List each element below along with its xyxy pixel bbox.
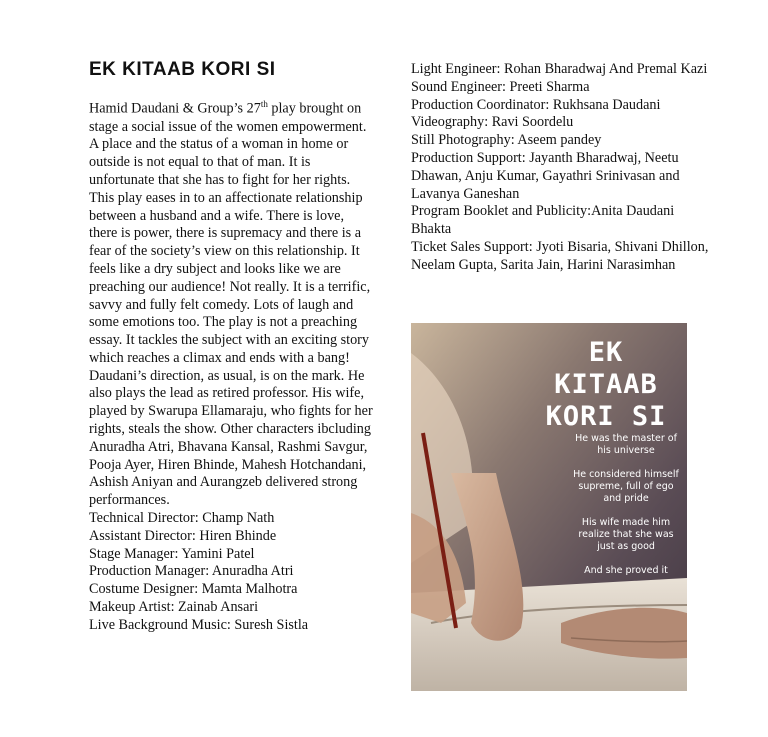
credit-line: Production Support: Jayanth Bharadwaj, Neetu Dhawan, Anju Kumar, Gayathri Srinivasan and Lavanya Ganeshan bbox=[411, 149, 680, 202]
relationship-paragraph: This play eases in to an affectionate relationship between a husband and a wife. There is love, there is power, there is supremacy and there is a fear of the society’s view on this relationship. It feels like a dry subject and looks like we are preaching our audience! Not really. It is a terrific, savvy and fully felt comedy. Lots of laugh and some emotions too. The play is not a preaching essay. It tackles the subject with an exciting story which reaches a climax and ends with a bang! bbox=[89, 189, 371, 366]
credit-line: Ticket Sales Support: Jyoti Bisaria, Shivani Dhillon, Neelam Gupta, Sarita Jain, Harini Narasimhan bbox=[411, 238, 709, 273]
poster-title-line: KORI SI bbox=[545, 401, 667, 432]
credit-line: Production Manager: Anuradha Atri bbox=[89, 563, 294, 580]
credit-line: Still Photography: Aseem pandey bbox=[411, 132, 602, 149]
play-poster bbox=[411, 323, 687, 691]
credit-line: Production Coordinator: Rukhsana Daudani bbox=[411, 96, 661, 113]
credit-line: Assistant Director: Hiren Bhinde bbox=[89, 527, 277, 544]
credit-line: Videography: Ravi Soordelu bbox=[411, 114, 574, 131]
intro-paragraph bbox=[89, 96, 374, 190]
credit-line: Stage Manager: Yamini Patel bbox=[89, 545, 255, 562]
poster-tagline: And she proved it bbox=[584, 565, 668, 576]
credit-line: Live Background Music: Suresh Sistla bbox=[89, 616, 309, 633]
intro-rest: play brought on stage a social issue of the women empowerment. A place and the status of a woman in home or outside is not equal to that of man. It is unfortunate that she has to fight for her rights. bbox=[89, 100, 367, 188]
intro-superscript: th bbox=[260, 99, 268, 109]
left-column bbox=[89, 58, 374, 635]
poster-taglines bbox=[571, 433, 681, 589]
credit-line: Technical Director: Champ Nath bbox=[89, 510, 275, 527]
credit-line: Program Booklet and Publicity:Anita Daudani Bhakta bbox=[411, 203, 675, 238]
poster-tagline: His wife made him realize that she was just as good bbox=[578, 517, 674, 552]
poster-title-line: EK KITAAB bbox=[554, 337, 658, 400]
direction-paragraph: Daudani’s direction, as usual, is on the mark. He also plays the lead as retired professor. His wife, played by Swarupa Ellamaraju, who fights for her rights, steals the show. Other characters ibcluding Anuradha Atri, Bhavana Kansal, Rashmi Savgur, Pooja Ayer, Hiren Bhinde, Mahesh Hotchandani, Ashish Aniyan and Aurangzeb delivered strong performances. bbox=[89, 367, 373, 509]
poster-tagline: He was the master of his universe bbox=[575, 433, 677, 456]
right-column bbox=[411, 61, 711, 275]
intro-prefix: Hamid Daudani & Group’s 27 bbox=[89, 100, 261, 117]
credit-line: Costume Designer: Mamta Malhotra bbox=[89, 581, 298, 598]
credit-line: Light Engineer: Rohan Bharadwaj And Premal Kazi bbox=[411, 61, 708, 77]
poster-title bbox=[531, 337, 681, 433]
credit-line: Makeup Artist: Zainab Ansari bbox=[89, 599, 259, 616]
poster-tagline: He considered himself supreme, full of ego and pride bbox=[573, 469, 679, 504]
credit-line: Sound Engineer: Preeti Sharma bbox=[411, 78, 590, 95]
article-title: EK KITAAB KORI SI bbox=[89, 59, 276, 80]
